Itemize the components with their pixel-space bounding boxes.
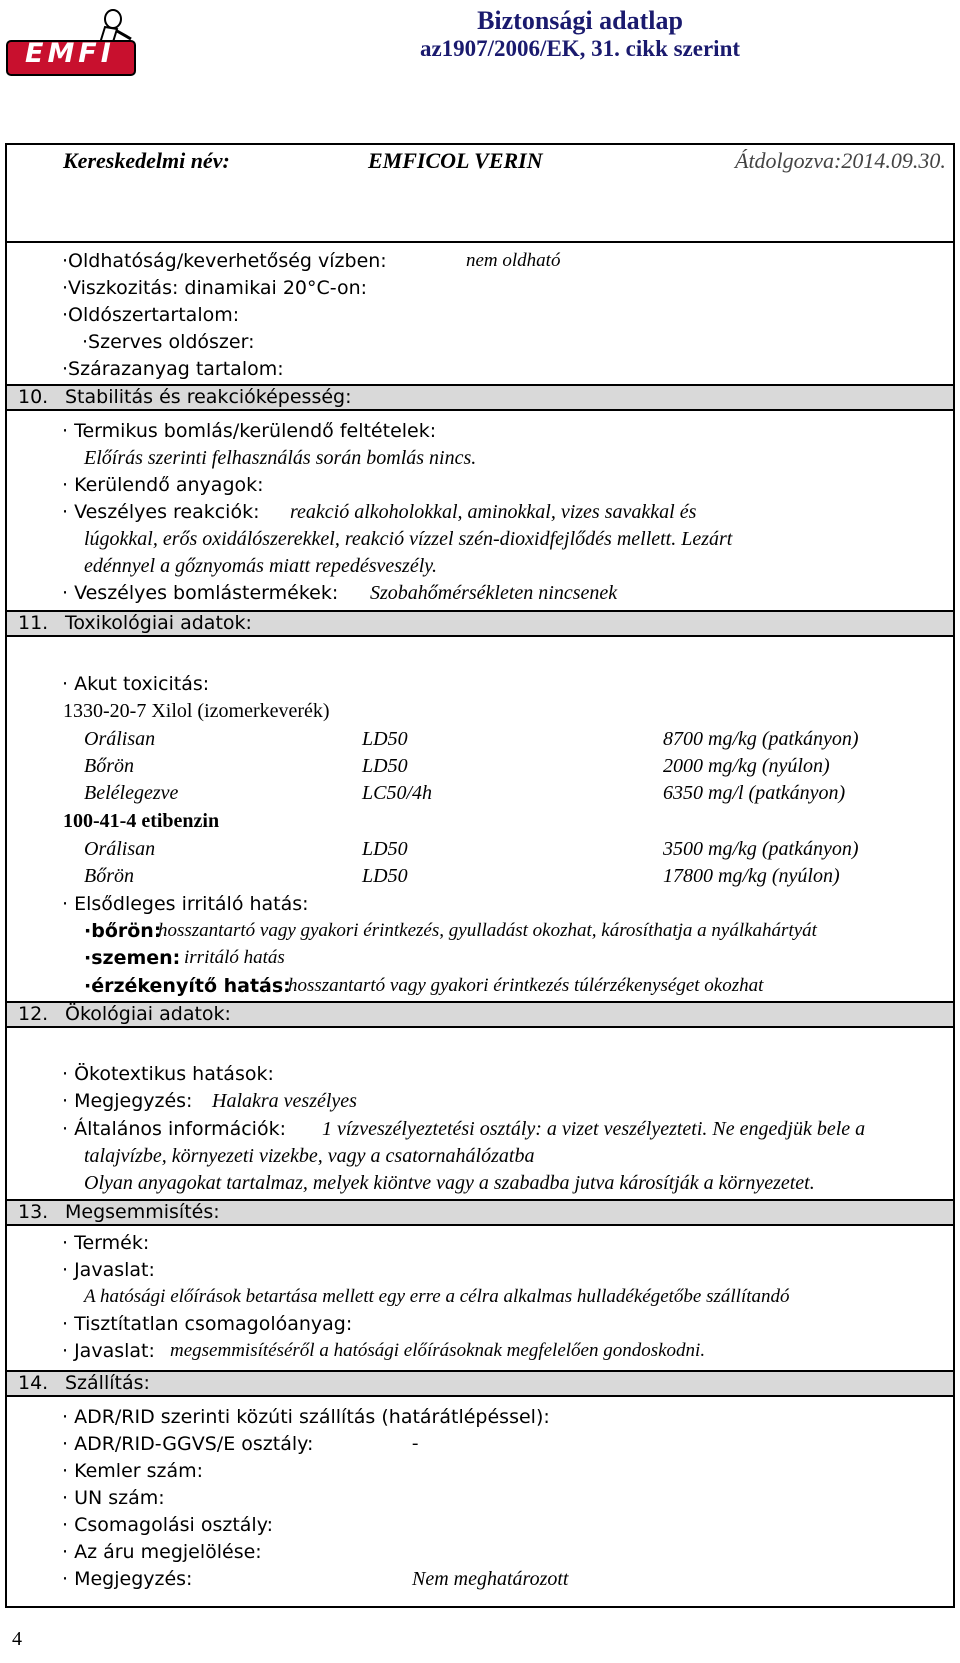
prop-solubility-label: ·Oldhatóság/keverhetőség vízben: (62, 250, 387, 272)
prop-dry-matter-label: ·Szárazanyag tartalom: (62, 358, 284, 380)
s13-recommendation-text: A hatósági előírások betartása mellett egy erre a célra alkalmas hulladékégetőbe szállítandó (84, 1286, 790, 1307)
s14-kemler: · Kemler szám: (62, 1460, 204, 1482)
section-10-number: 10. (18, 386, 49, 408)
s12-general-line3: Olyan anyagokat tartalmaz, melyek kiöntve vagy a szabadba jutva károsítják a környezetet. (84, 1172, 815, 1194)
s14-note-value: Nem meghatározott (412, 1568, 569, 1590)
s10-decomp-label: · Veszélyes bomlástermékek: (62, 582, 339, 604)
emfi-logo (5, 35, 135, 73)
s12-general-text: 1 vízveszélyeztetési osztály: a vizet veszélyezteti. Ne engedjük bele a (322, 1118, 866, 1140)
prop-viscosity-label: ·Viszkozitás: dinamikai 20°C-on: (62, 277, 368, 299)
s11-sens-text: hosszantartó vagy gyakori érintkezés túlérzékenységet okozhat (288, 975, 764, 996)
product-name-label: Kereskedelmi név: (63, 148, 230, 173)
section-11-number: 11. (18, 612, 49, 634)
revision-date: Átdolgozva:2014.09.30. (735, 148, 946, 173)
document-subtitle: az1907/2006/EK, 31. cikk szerint (419, 36, 741, 61)
s12-note-text: Halakra veszélyes (212, 1090, 357, 1112)
s11-r3-type: LC50/4h (362, 782, 433, 804)
s11-r4-route: Orálisan (84, 838, 156, 860)
s11-r5-route: Bőrön (84, 865, 134, 887)
section-10-title: Stabilitás és reakcióképesség: (65, 386, 352, 408)
section-11-title: Toxikológiai adatok: (65, 612, 252, 634)
section-12-number: 12. (18, 1003, 49, 1025)
s13-packaging-rec-text: megsemmisítéséről a hatósági előírásoknak megfelelően gondoskodni. (170, 1340, 706, 1361)
prop-solvent-label: ·Oldószertartalom: (62, 304, 240, 326)
s10-hazardous-reactions-text: reakció alkoholokkal, aminokkal, vizes savakkal és (290, 501, 697, 523)
s13-packaging-rec-label: · Javaslat: (62, 1340, 155, 1362)
s10-avoid-materials: · Kerülendő anyagok: (62, 474, 264, 496)
document-title: Biztonsági adatlap (477, 6, 683, 35)
s12-note-label: · Megjegyzés: (62, 1090, 193, 1112)
s11-substance-1: 1330-20-7 Xilol (izomerkeverék) (63, 700, 330, 722)
s14-adr-class: · ADR/RID-GGVS/E osztály: (62, 1433, 314, 1455)
s10-reactions-line3: edénnyel a gőznyomás miatt repedésveszély. (84, 555, 438, 577)
s12-ecotox: · Ökotextikus hatások: (62, 1063, 274, 1085)
s11-substance-2: 100-41-4 etibenzin (63, 810, 220, 832)
s13-packaging: · Tisztítatlan csomagolóanyag: (62, 1313, 353, 1335)
s11-skin-label: ·bőrön: (84, 920, 162, 942)
s10-hazardous-reactions-label: · Veszélyes reakciók: (62, 501, 260, 523)
s14-adr-rid: · ADR/RID szerinti közúti szállítás (határátlépéssel): (62, 1406, 550, 1428)
section-13-number: 13. (18, 1201, 49, 1223)
s11-acute: · Akut toxicitás: (62, 673, 210, 695)
s14-note-label: · Megjegyzés: (62, 1568, 193, 1590)
s14-goods-designation: · Az áru megjelölése: (62, 1541, 262, 1563)
s11-r1-value: 8700 mg/kg (patkányon) (663, 728, 859, 750)
prop-organic-solvent-label: ·Szerves oldószer: (82, 331, 255, 353)
s10-thermal-text: Előírás szerinti felhasználás során bomlás nincs. (84, 447, 477, 469)
s11-r2-route: Bőrön (84, 755, 134, 777)
s12-general-label: · Általános információk: (62, 1118, 286, 1140)
logo-text: EMFI (25, 38, 115, 69)
s13-product: · Termék: (62, 1232, 150, 1254)
page-number: 4 (12, 1628, 22, 1650)
s11-r2-type: LD50 (362, 755, 408, 777)
s11-sens-label: ·érzékenyítő hatás: (84, 975, 291, 997)
s11-irritation: · Elsődleges irritáló hatás: (62, 893, 309, 915)
s14-packing-group: · Csomagolási osztály: (62, 1514, 273, 1536)
s11-r1-type: LD50 (362, 728, 408, 750)
s11-r4-type: LD50 (362, 838, 408, 860)
section-13-title: Megsemmisítés: (65, 1201, 220, 1223)
s12-general-line2: talajvízbe, környezeti vizekbe, vagy a csatornahálózatba (84, 1145, 535, 1167)
section-12-title: Ökológiai adatok: (65, 1003, 231, 1025)
product-name-value: EMFICOL VERIN (368, 148, 543, 173)
s11-r2-value: 2000 mg/kg (nyúlon) (663, 755, 830, 777)
s11-eye-label: ·szemen: (84, 947, 181, 969)
s11-r3-route: Belélegezve (84, 782, 179, 804)
s11-r5-value: 17800 mg/kg (nyúlon) (663, 865, 840, 887)
s11-r4-value: 3500 mg/kg (patkányon) (663, 838, 859, 860)
s11-r5-type: LD50 (362, 865, 408, 887)
s14-un: · UN szám: (62, 1487, 165, 1509)
s14-adr-class-value: - (412, 1433, 419, 1454)
s11-r3-value: 6350 mg/l (patkányon) (663, 782, 846, 804)
s11-skin-text: hosszantartó vagy gyakori érintkezés, gyulladást okozhat, károsíthatja a nyálkahártyát (158, 920, 817, 941)
s10-decomp-text: Szobahőmérsékleten nincsenek (370, 582, 618, 604)
section-14-title: Szállítás: (65, 1372, 150, 1394)
s10-reactions-line2: lúgokkal, erős oxidálószerekkel, reakció vízzel szén-dioxidfejlődés mellett. Lezárt (84, 528, 733, 550)
prop-solubility-value: nem oldható (466, 250, 561, 271)
s10-thermal: · Termikus bomlás/kerülendő feltételek: (62, 420, 437, 442)
section-14-number: 14. (18, 1372, 49, 1394)
s11-r1-route: Orálisan (84, 728, 156, 750)
s11-eye-text: irritáló hatás (184, 947, 285, 968)
s13-recommendation: · Javaslat: (62, 1259, 155, 1281)
